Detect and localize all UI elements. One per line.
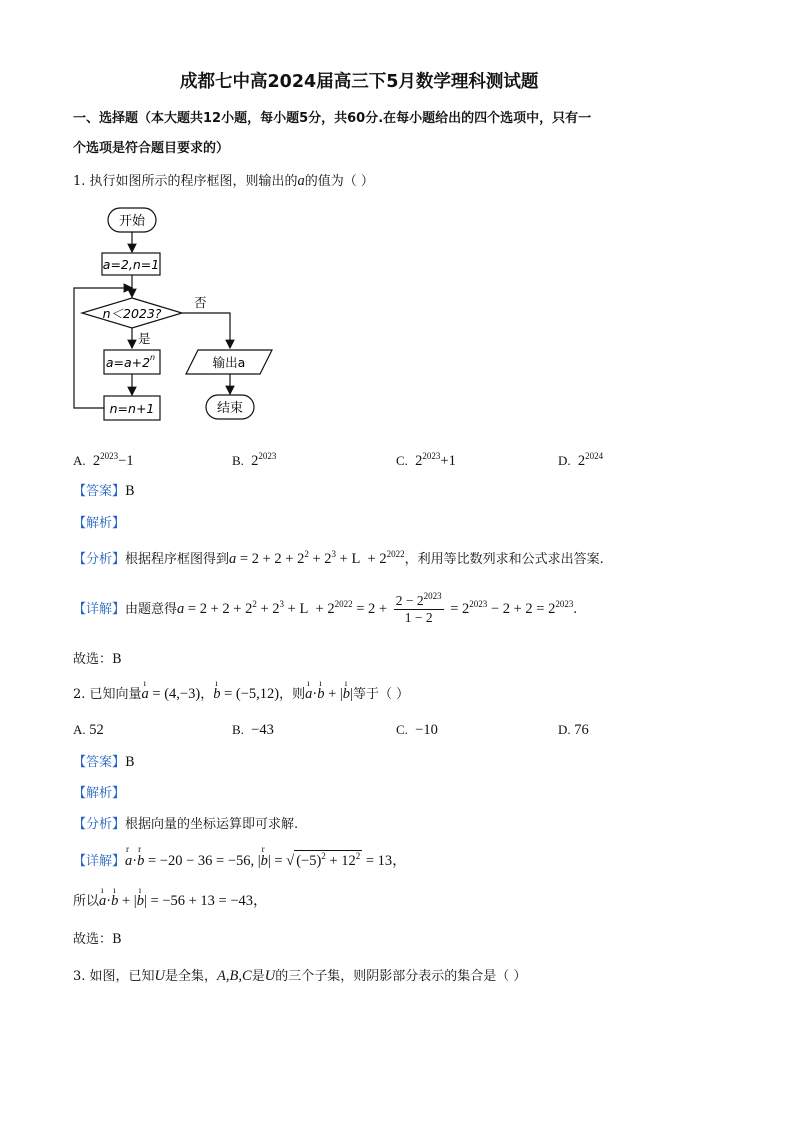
fenxi-text: 根据程序框图得到 [125,552,230,567]
section-heading-line1: 一、选择题（本大题共12小题，每小题5分，共60分.在每小题给出的四个选项中，只有一 [73,111,592,126]
q2-detail-line [73,853,407,870]
q1-option-d [558,453,603,470]
q1-option-b [232,453,276,470]
q1-stem-tail: 的值为（ ） [304,174,374,189]
q1-stem-text: 1. 执行如图所示的程序框图，则输出的 [73,174,298,189]
q1-answer-value: B [125,484,135,499]
q3-stem-mid1: 是全集， [165,969,218,984]
flow-output-label: 输出a [212,355,246,370]
q1-stem [73,173,374,190]
detail-tag: 【详解】 [73,602,126,618]
option-label: B. [232,722,244,737]
option-base: 2 [415,453,423,469]
option-label: D. [558,722,571,737]
option-exponent: 2023 [258,451,277,461]
page-title: 成都七中高2024届高三下5月数学理科测试题 [180,72,539,92]
q2-vector-a: ı a = (4,−3) [142,686,201,702]
q3-set-u: U [154,968,166,984]
option-label: C. [396,453,408,468]
q1-stem-var: a [297,173,305,189]
q2-option-a [73,722,104,739]
q1-detail-line [73,593,577,626]
q2-analysis-tag: 【解析】 [73,786,126,801]
q2-vector-b-value: = (−5,12) [224,686,280,702]
q2-option-d [558,722,589,739]
q2-option-b [232,722,274,739]
q3-stem [73,968,526,985]
q1-flowchart [60,200,300,435]
fenxi-text: 根据向量的坐标运算即可求解. [125,817,299,832]
q3-stem-text: 3. 如图，已知 [73,969,155,984]
q3-stem-mid2: 是 [251,969,265,984]
flow-condition-label: n＜2023? [102,306,162,321]
q2-answer-line [73,755,135,771]
option-label: A. [73,453,86,468]
option-base: 2 [92,453,101,469]
answer-tag: 【答案】 [73,755,126,770]
q2-stem-text: 2. 已知向量 [73,687,142,702]
option-label: C. [396,722,408,737]
option-label: B. [232,453,244,468]
option-text: 76 [574,722,589,738]
section-heading-line2: 个选项是符合题目要求的） [73,141,230,156]
q2-suoyi-formula: ı a·ı b + |ı b| = −56 + 13 = −43， [99,893,267,909]
q1-final: 故选：B [73,652,122,667]
q2-stem-sep: ， [200,687,214,702]
flow-init-label: a=2,n=1 [102,257,160,272]
suoyi-text: 所以 [73,894,100,909]
detail-text: 由题意得 [125,602,178,618]
flow-update-n-label: n=n+1 [109,401,155,416]
option-tail: −1 [118,453,134,469]
q2-stem [73,686,409,703]
q2-final: 故选：B [73,932,122,947]
flow-start-label: 开始 [118,214,146,229]
flow-yes-label: 是 [138,331,151,346]
q2-option-c [396,722,438,739]
q2-suoyi-line [73,893,268,910]
option-exponent: 2023 [422,451,441,461]
flow-update-a-exp: n [150,353,156,362]
option-label: D. [558,453,571,468]
option-base: 2 [251,453,259,469]
option-text: 52 [89,722,104,738]
fenxi-tag: 【分析】 [73,817,126,832]
q1-option-a [73,453,134,470]
q3-stem-tail: 的三个子集，则阴影部分表示的集合是（ ） [275,969,527,984]
option-label: A. [73,722,86,737]
option-exponent: 2024 [585,451,604,461]
option-exponent: 2023 [100,451,119,461]
q1-detail-formula: $a = 2 + 2 + 2^2 + 2^3 + L + 2^{2022} = 2$ + $\frac{2 - 2^{2023}}{1 - 2}$ = $2^{2023} - 2 + 2 = 2^{2023}$. [177,591,577,626]
q1-fenxi-line [73,551,604,568]
q2-vector-b: ı b = (−5,12) [213,686,279,702]
q2-fenxi-line [73,817,298,833]
q2-expression: ı a·ı b + |ı b| [305,686,353,702]
answer-tag: 【答案】 [73,484,126,499]
fenxi-text-tail: ，利用等比数列求和公式求出答案. [404,552,604,567]
option-tail: +1 [440,453,456,469]
q2-stem-tail: 等于（ ） [352,687,410,702]
option-base: 2 [577,453,586,469]
q1-fenxi-formula: $a = 2 + 2 + 2^2 + 2^3 + L + 2^{2022}$ [229,549,405,567]
q3-set-u-2: U [264,968,276,984]
flow-update-a-label: a=a+2 [105,355,151,370]
flow-no-label: 否 [194,295,207,310]
q3-sets: A,B,C [217,968,252,984]
option-text: −43 [251,722,274,738]
detail-tag: 【详解】 [73,854,126,869]
flow-end-label: 结束 [216,401,244,416]
option-text: −10 [415,722,438,738]
q1-answer-line [73,484,135,500]
q2-vector-a-value: = (4,−3) [152,686,201,702]
q2-stem-ze: ，则 [279,687,306,702]
fenxi-tag: 【分析】 [73,552,126,567]
q2-detail-formula: r a·r b = −20 − 36 = −56, |r b| = √ $(-5)^2 + 12^2 = 13$， [125,853,407,869]
q1-option-c [396,453,456,470]
q1-analysis-tag: 【解析】 [73,516,126,531]
q2-answer-value: B [125,755,135,770]
